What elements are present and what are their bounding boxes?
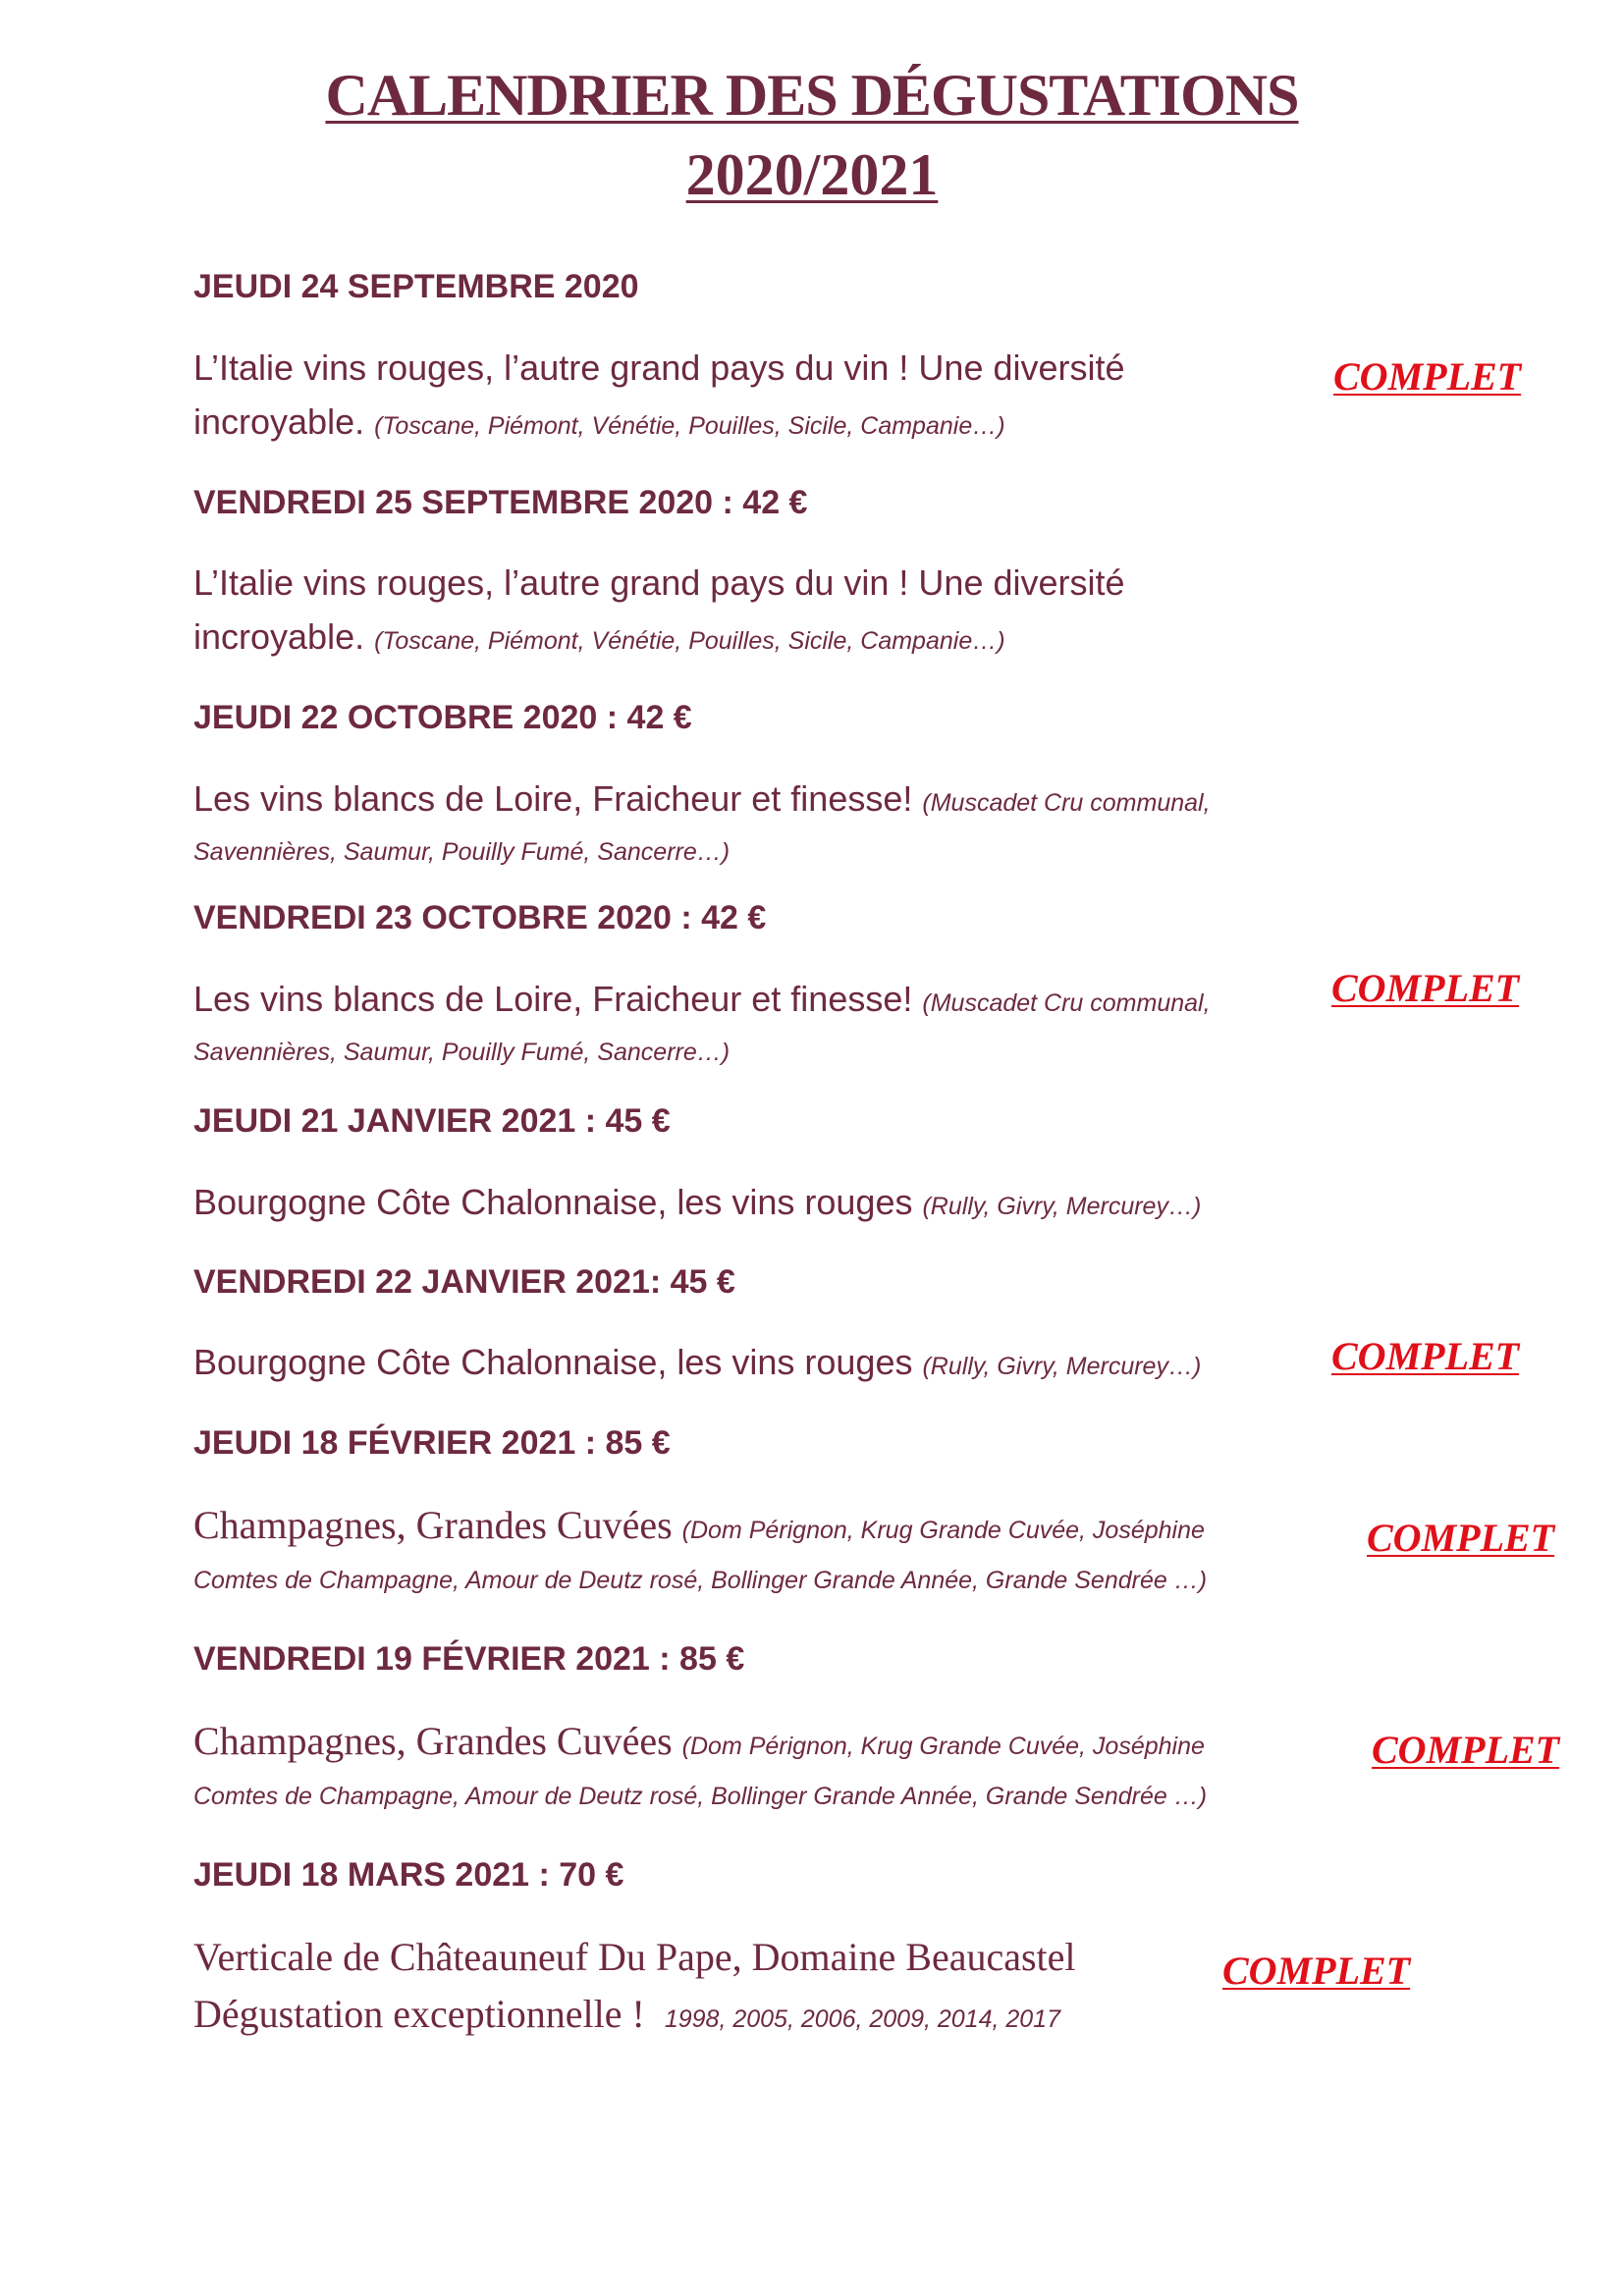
event-details: (Muscadet Cru communal, (922, 989, 1211, 1017)
event-description (193, 556, 1421, 668)
event-details-cont: Comtes de Champagne, Amour de Deutz rosé, Bollinger Grande Année, Grande Sendrée …) (193, 1567, 1208, 1594)
page-subtitle-year: 2020/2021 (685, 142, 939, 207)
page-title: CALENDRIER DES DÉGUSTATIONS (325, 63, 1299, 128)
event-title-cont: Dégustation exceptionnelle ! (193, 1992, 645, 2036)
complet-badge: COMPLET (1372, 1728, 1560, 1772)
event-date: VENDREDI 23 OCTOBRE 2020 : 42 € (193, 899, 767, 936)
event-title: Bourgogne Côte Chalonnaise, les vins rouges (193, 1182, 913, 1222)
event-details: (Muscadet Cru communal, (922, 789, 1211, 817)
event-date: JEUDI 22 OCTOBRE 2020 : 42 € (193, 699, 692, 736)
event-date: JEUDI 18 FÉVRIER 2021 : 85 € (193, 1424, 671, 1462)
event-date: VENDREDI 22 JANVIER 2021: 45 € (193, 1263, 735, 1301)
complet-badge: COMPLET (1222, 1949, 1411, 1993)
event-details: 1998, 2005, 2006, 2009, 2014, 2017 (664, 2005, 1060, 2033)
complet-badge: COMPLET (1331, 966, 1520, 1010)
event-details-cont: Comtes de Champagne, Amour de Deutz rosé, Bollinger Grande Année, Grande Sendrée …) (193, 1783, 1208, 1810)
event-description (193, 1175, 1421, 1234)
event-details: (Toscane, Piémont, Vénétie, Pouilles, Sicile, Campanie…) (374, 627, 1005, 655)
event-description (193, 1497, 1421, 1602)
event-title: Les vins blancs de Loire, Fraicheur et finesse! (193, 778, 913, 819)
event-details: (Rully, Givry, Mercurey…) (922, 1353, 1202, 1380)
event-details-cont: Savennières, Saumur, Pouilly Fumé, Sancerre…) (193, 838, 731, 866)
complet-badge: COMPLET (1333, 354, 1522, 399)
event-date: JEUDI 24 SEPTEMBRE 2020 (193, 268, 639, 305)
event-details-cont: Savennières, Saumur, Pouilly Fumé, Sancerre…) (193, 1039, 731, 1066)
event-title: Champagnes, Grandes Cuvées (193, 1719, 673, 1763)
event-title-cont: incroyable. (193, 616, 365, 657)
event-description (193, 341, 1421, 454)
event-date: VENDREDI 25 SEPTEMBRE 2020 : 42 € (193, 484, 808, 521)
event-date: JEUDI 18 MARS 2021 : 70 € (193, 1856, 624, 1894)
event-title: Les vins blancs de Loire, Fraicheur et finesse! (193, 979, 913, 1019)
event-description (193, 1713, 1421, 1818)
event-title: L’Italie vins rouges, l’autre grand pays du vin ! Une diversité (193, 347, 1125, 388)
complet-badge: COMPLET (1331, 1334, 1520, 1378)
event-date: JEUDI 21 JANVIER 2021 : 45 € (193, 1102, 671, 1140)
complet-badge: COMPLET (1367, 1516, 1555, 1560)
event-title-cont: incroyable. (193, 401, 365, 442)
event-title: Bourgogne Côte Chalonnaise, les vins rouges (193, 1342, 913, 1382)
event-details: (Toscane, Piémont, Vénétie, Pouilles, Sicile, Campanie…) (374, 412, 1005, 440)
event-date: VENDREDI 19 FÉVRIER 2021 : 85 € (193, 1640, 745, 1678)
event-description (193, 972, 1421, 1074)
event-title: Champagnes, Grandes Cuvées (193, 1503, 673, 1547)
event-title: Verticale de Châteauneuf Du Pape, Domaine Beaucastel (193, 1935, 1076, 1979)
event-title: L’Italie vins rouges, l’autre grand pays du vin ! Une diversité (193, 562, 1125, 603)
event-details: (Dom Pérignon, Krug Grande Cuvée, Joséphine (681, 1733, 1205, 1760)
event-details: (Rully, Givry, Mercurey…) (922, 1193, 1202, 1220)
event-details: (Dom Pérignon, Krug Grande Cuvée, Joséphine (681, 1517, 1205, 1544)
event-description (193, 1335, 1421, 1394)
event-description (193, 772, 1421, 874)
